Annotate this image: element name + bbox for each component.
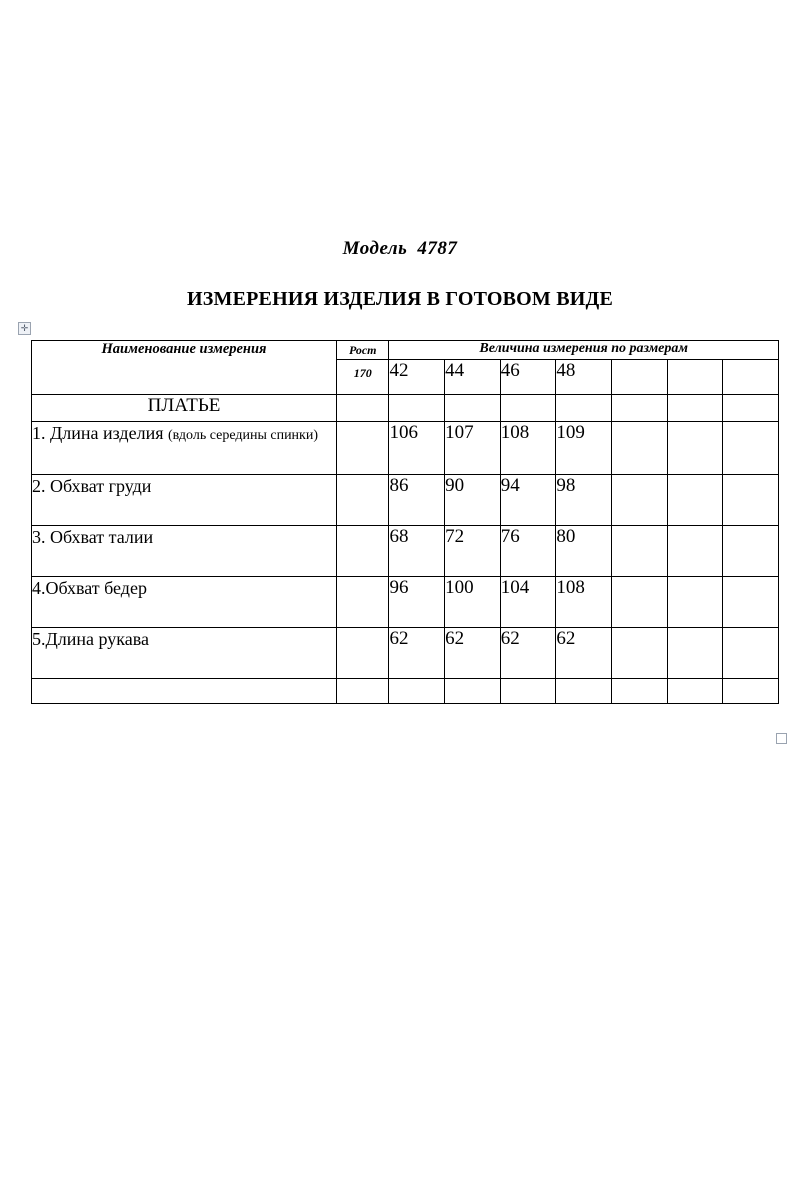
rost-cell (337, 526, 389, 577)
value-cell: 68 (389, 526, 445, 577)
size-cell (612, 360, 668, 395)
spacer-cell (723, 679, 779, 704)
spacer-cell (337, 679, 389, 704)
value-cell: 109 (556, 422, 612, 475)
table-row (32, 577, 779, 628)
spacer-cell (667, 679, 723, 704)
measurement-label (32, 475, 337, 526)
spacer-cell (556, 679, 612, 704)
size-cell (723, 360, 779, 395)
measurement-label (32, 526, 337, 577)
header-rost-label: Рост (337, 341, 389, 360)
spacer-cell (445, 679, 501, 704)
measurement-label-sub: (вдоль середины спинки) (167, 428, 319, 443)
value-cell: 100 (445, 577, 501, 628)
section-title: ПЛАТЬЕ (32, 395, 337, 422)
value-cell (612, 628, 668, 679)
value-cell (612, 422, 668, 475)
value-cell (723, 422, 779, 475)
section-value-cell (723, 395, 779, 422)
spacer-cell (389, 679, 445, 704)
section-value-cell (389, 395, 445, 422)
value-cell: 80 (556, 526, 612, 577)
value-cell (723, 577, 779, 628)
value-cell: 106 (389, 422, 445, 475)
value-cell: 86 (389, 475, 445, 526)
value-cell (612, 526, 668, 577)
measurement-label (32, 577, 337, 628)
value-cell: 62 (389, 628, 445, 679)
value-cell: 62 (500, 628, 556, 679)
value-cell: 98 (556, 475, 612, 526)
value-cell (723, 475, 779, 526)
value-cell (667, 628, 723, 679)
value-cell: 90 (445, 475, 501, 526)
section-rost-cell (337, 395, 389, 422)
value-cell: 108 (556, 577, 612, 628)
rost-cell (337, 475, 389, 526)
measurement-label-main: 3. Обхват талии (32, 527, 154, 547)
rost-cell (337, 577, 389, 628)
measurements-table (31, 340, 779, 704)
header-rost-value: 170 (337, 360, 389, 395)
table-resize-handle-icon[interactable] (776, 733, 787, 744)
spacer-cell (612, 679, 668, 704)
measurement-label-main: 5.Длина рукава (32, 629, 149, 649)
value-cell: 94 (500, 475, 556, 526)
value-cell: 107 (445, 422, 501, 475)
section-value-cell (445, 395, 501, 422)
spacer-cell (32, 679, 337, 704)
value-cell: 76 (500, 526, 556, 577)
page-title: ИЗМЕРЕНИЯ ИЗДЕЛИЯ В ГОТОВОМ ВИДЕ (187, 288, 613, 310)
size-cell: 44 (445, 360, 501, 395)
measurement-label-main: 1. Длина изделия (32, 423, 164, 443)
value-cell (612, 475, 668, 526)
value-cell: 62 (556, 628, 612, 679)
header-name-cell: Наименование измерения (32, 341, 337, 395)
section-value-cell (667, 395, 723, 422)
table-row-spacer (32, 679, 779, 704)
rost-cell (337, 422, 389, 475)
table-header-row-1 (32, 341, 779, 360)
table-row (32, 628, 779, 679)
measurement-label-main: 2. Обхват груди (32, 476, 152, 496)
value-cell (667, 475, 723, 526)
section-row (32, 395, 779, 422)
value-cell (667, 422, 723, 475)
size-cell: 48 (556, 360, 612, 395)
section-value-cell (500, 395, 556, 422)
size-cell: 42 (389, 360, 445, 395)
section-value-cell (612, 395, 668, 422)
header-velichina: Величина измерения по размерам (389, 341, 779, 360)
value-cell: 96 (389, 577, 445, 628)
table-row (32, 475, 779, 526)
value-cell (667, 526, 723, 577)
model-line (0, 238, 800, 260)
value-cell: 104 (500, 577, 556, 628)
value-cell (612, 577, 668, 628)
value-cell: 62 (445, 628, 501, 679)
table-move-handle-icon[interactable]: ✛ (18, 322, 31, 335)
value-cell (723, 628, 779, 679)
section-value-cell (556, 395, 612, 422)
spacer-cell (500, 679, 556, 704)
measurement-label-main: 4.Обхват бедер (32, 578, 147, 598)
model-label: Модель (342, 238, 408, 259)
measurement-label (32, 628, 337, 679)
value-cell: 72 (445, 526, 501, 577)
size-cell: 46 (500, 360, 556, 395)
value-cell (667, 577, 723, 628)
model-number: 4787 (417, 238, 458, 259)
value-cell (723, 526, 779, 577)
table-row (32, 422, 779, 475)
rost-cell (337, 628, 389, 679)
size-cell (667, 360, 723, 395)
table-row (32, 526, 779, 577)
value-cell: 108 (500, 422, 556, 475)
measurement-label (32, 422, 337, 475)
